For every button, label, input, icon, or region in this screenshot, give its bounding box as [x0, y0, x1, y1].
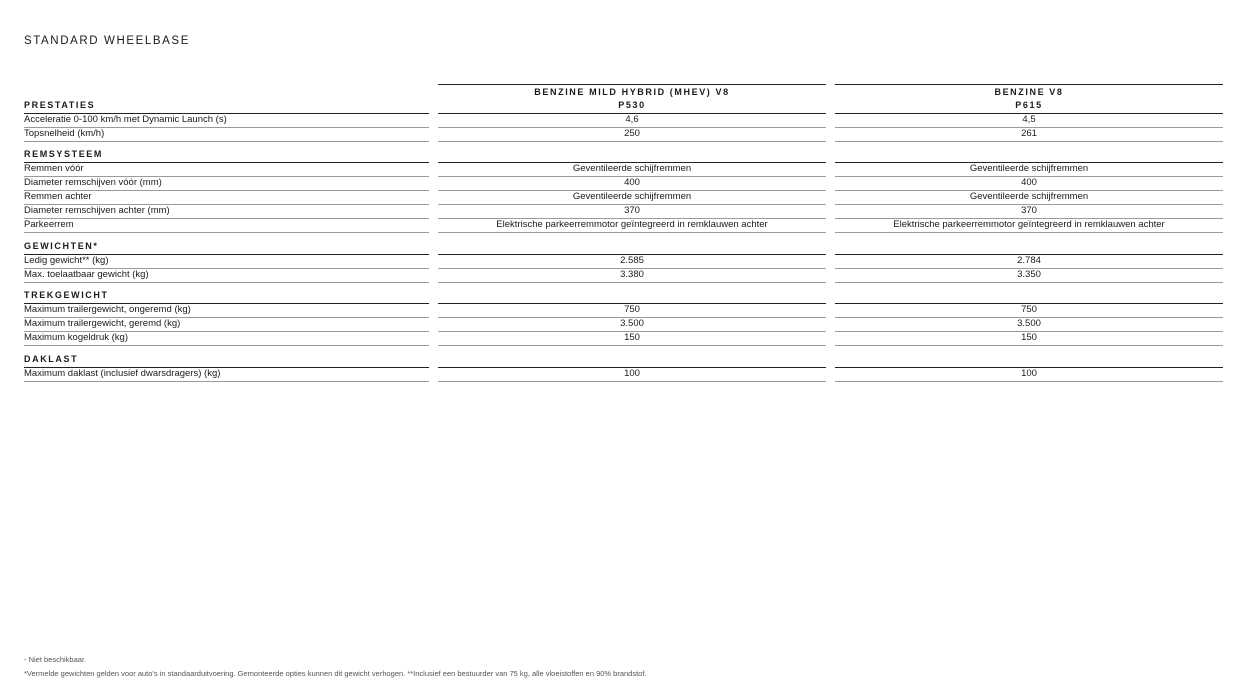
- row-value-p615: 4,5: [835, 113, 1223, 128]
- section-heading-daklast: DAKLAST: [24, 353, 429, 368]
- row-value-p530: 100: [438, 367, 826, 382]
- row-value-p615: 261: [835, 127, 1223, 142]
- row-value-p615: Elektrische parkeerremmotor geïntegreerd in remklauwen achter: [835, 218, 1223, 233]
- column-top-rule: [438, 84, 826, 85]
- row-label: Parkeerrem: [24, 218, 429, 233]
- row-value-p615: Geventileerde schijfremmen: [835, 190, 1223, 205]
- section-rule: [835, 289, 1223, 304]
- section-heading-prestaties: PRESTATIES: [24, 99, 429, 114]
- column-top-rule: [835, 84, 1223, 85]
- column-model-1: P530: [438, 99, 826, 114]
- row-value-p530: 370: [438, 204, 826, 219]
- row-label: Acceleratie 0-100 km/h met Dynamic Launch (s): [24, 113, 429, 128]
- row-label: Topsnelheid (km/h): [24, 127, 429, 142]
- section-heading-trekgewicht: TREKGEWICHT: [24, 289, 429, 304]
- row-value-p615: Geventileerde schijfremmen: [835, 162, 1223, 177]
- column-engine-1: BENZINE MILD HYBRID (MHEV) V8: [534, 87, 730, 97]
- row-value-p530: Geventileerde schijfremmen: [438, 162, 826, 177]
- row-value-p615: 2.784: [835, 254, 1223, 269]
- row-value-p530: 400: [438, 176, 826, 191]
- row-label: Ledig gewicht** (kg): [24, 254, 429, 269]
- section-heading-remsysteem: REMSYSTEEM: [24, 148, 429, 163]
- row-label: Max. toelaatbaar gewicht (kg): [24, 268, 429, 283]
- row-label: Maximum kogeldruk (kg): [24, 331, 429, 346]
- section-rule: [438, 148, 826, 163]
- section-rule: [438, 289, 826, 304]
- row-value-p615: 750: [835, 303, 1223, 318]
- section-rule: [438, 353, 826, 368]
- row-label: Maximum trailergewicht, ongeremd (kg): [24, 303, 429, 318]
- row-value-p615: 400: [835, 176, 1223, 191]
- column-model-2: P615: [835, 99, 1223, 114]
- row-label: Maximum daklast (inclusief dwarsdragers) (kg): [24, 367, 429, 382]
- column-engine-2: BENZINE V8: [994, 87, 1064, 97]
- section-rule: [835, 353, 1223, 368]
- row-value-p530: 3.500: [438, 317, 826, 332]
- row-value-p530: 150: [438, 331, 826, 346]
- row-value-p530: 2.585: [438, 254, 826, 269]
- row-value-p615: 3.350: [835, 268, 1223, 283]
- row-value-p615: 150: [835, 331, 1223, 346]
- row-value-p615: 370: [835, 204, 1223, 219]
- row-label: Remmen vóór: [24, 162, 429, 177]
- row-label: Diameter remschijven achter (mm): [24, 204, 429, 219]
- section-rule: [835, 240, 1223, 255]
- section-rule: [438, 240, 826, 255]
- row-value-p530: 4,6: [438, 113, 826, 128]
- row-value-p530: Geventileerde schijfremmen: [438, 190, 826, 205]
- footnote-weights: *Vermelde gewichten gelden voor auto's in standaarduitvoering. Gemonteerde opties kunnen dit gewicht verhogen. **Inclusief een bestuurder van 75 kg, alle vloeistoffen en 90% brandstof.: [24, 669, 647, 678]
- row-value-p530: 250: [438, 127, 826, 142]
- section-heading-gewichten: GEWICHTEN*: [24, 240, 429, 255]
- footnote-not-available: - Niet beschikbaar.: [24, 655, 87, 664]
- row-value-p530: Elektrische parkeerremmotor geïntegreerd in remklauwen achter: [438, 218, 826, 233]
- row-label: Diameter remschijven vóór (mm): [24, 176, 429, 191]
- row-value-p615: 3.500: [835, 317, 1223, 332]
- page-title: STANDARD WHEELBASE: [24, 35, 190, 47]
- section-rule: [835, 148, 1223, 163]
- row-value-p530: 750: [438, 303, 826, 318]
- row-value-p615: 100: [835, 367, 1223, 382]
- row-label: Remmen achter: [24, 190, 429, 205]
- row-label: Maximum trailergewicht, geremd (kg): [24, 317, 429, 332]
- row-value-p530: 3.380: [438, 268, 826, 283]
